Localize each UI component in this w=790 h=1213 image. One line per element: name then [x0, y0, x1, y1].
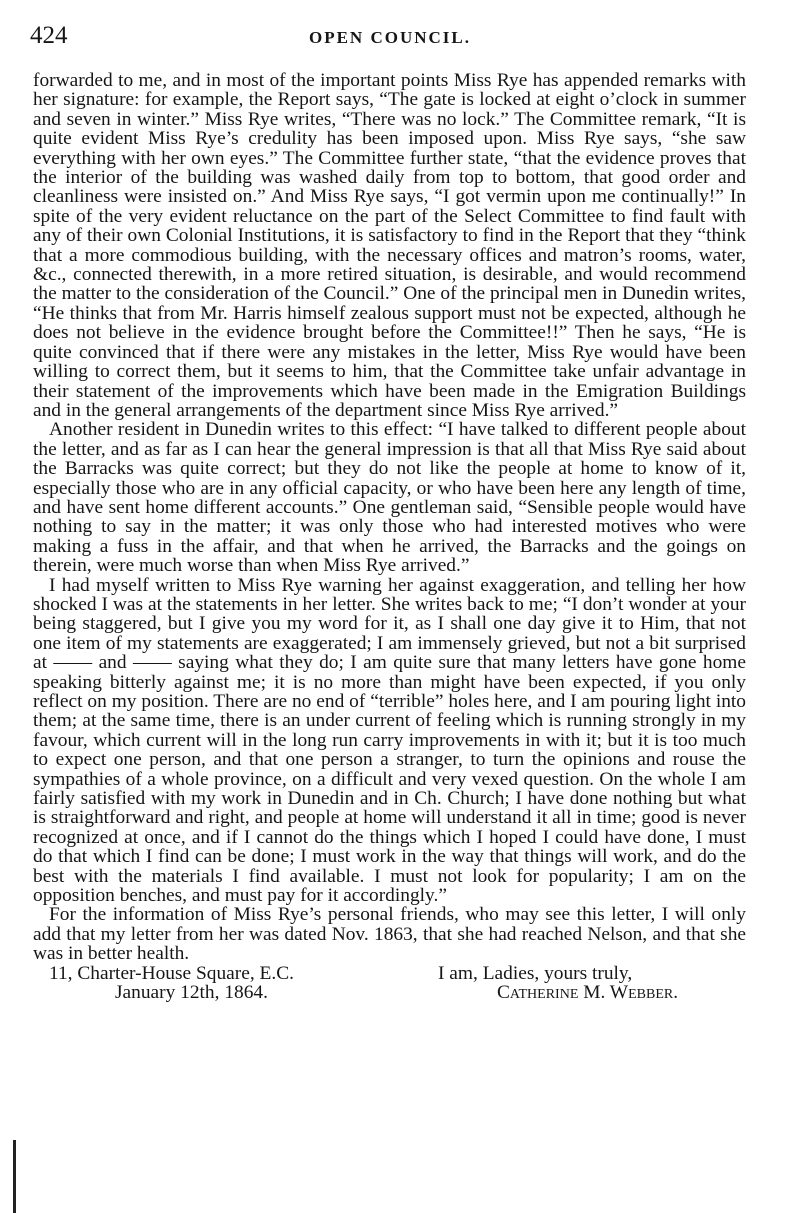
paragraph-4: For the information of Miss Rye’s personal friends, who may see this letter, I will only add that my letter from her was dated Nov. 1863, that she had reached Nelson, and that she was in better health.: [33, 904, 746, 965]
closing-phrase: I am, Ladies, yours truly,: [438, 962, 633, 984]
sender-address: 11, Charter-House Square, E.C.: [49, 962, 294, 984]
paragraph-3: I had myself written to Miss Rye warning her against exaggeration, and telling her how shocked I was at the statements in her letter. She writes back to me; “I don’t wonder at your being staggered, but I give you my word for it, as I shall one day give it to Him, that not one item of my statements are exaggerated; I am immensely grieved, but not a bit surprised at —— and —— saying what they do; I am quite sure that many letters have gone home speaking bitterly against me; it is no more than might have been expected, if you only reflect on my position. There are no end of “terrible” holes here, and I am pouring light into them; at the same time, there is an under current of feeling which is running strongly in my favour, which current will in the long run carry improvements in with it; but it is too much to expect one person, and that one person a stranger, to turn the opinions and rouse the sympathies of a whole province, on a difficult and very vexed question. On the whole I am fairly satisfied with my work in Dunedin and in Ch. Church; I have done nothing but what is straightforward and right, and people at home will understand it all in time; good is never recognized at once, and if I cannot do the things which I hoped I could have done, I must do that which I find can be done; I must work in the way that things will work, and do the best with the materials I find available. I must not look for popularity; I am on the opposition benches, and must pay for it accordingly.”: [33, 574, 746, 907]
article-body: [33, 71, 746, 1002]
letter-date: January 12th, 1864.: [115, 982, 268, 1004]
paragraph-2: Another resident in Dunedin writes to this effect: “I have talked to different people about the letter, and as far as I can hear the general impression is that all that Miss Rye said about the Barracks was quite correct; but they do not like the people at home to know of it, especially those who are in any official capacity, or who have been here any length of time, and have sent home different accounts.” One gentleman said, “Sensible people would have nothing to say in the matter; it was only those who had interested motives who were making a fuss in the affair, and that when he arrived, the Barracks and the goings on therein, were much worse than when Miss Rye arrived.”: [33, 419, 746, 577]
signature-line-1: [33, 964, 746, 983]
margin-rule: [13, 1140, 16, 1213]
running-head: OPEN COUNCIL.: [308, 28, 471, 47]
author-name: Catherine M. Webber.: [497, 982, 679, 1004]
page-header: [30, 22, 750, 56]
page-number: 424: [30, 22, 68, 49]
paragraph-1: forwarded to me, and in most of the important points Miss Rye has appended remarks with her signature: for example, the Report says, “The gate is locked at eight o’clock in summer and seven in winter.” Miss Rye writes, “There was no lock.” The Committee remark, “It is quite evident Miss Rye’s credulity has been imposed upon. Miss Rye says, “she saw everything with her own eyes.” The Committee further state, “that the evidence proves that the interior of the building was washed daily from top to bottom, that good order and cleanliness were insisted on.” And Miss Rye says, “I got vermin upon me continually!” In spite of the very evident reluctance on the part of the Select Committee to find fault with any of their own Colonial Institutions, it is satisfactory to find in the Report that they “think that a more commodious building, with the necessary offices and matron’s rooms, water, &c., connected therewith, in a more retired situation, is desirable, and would recommend the matter to the consideration of the Council.” One of the principal men in Dunedin writes, “He thinks that from Mr. Harris himself zealous support must not be expected, although he does not believe in the evidence brought before the Committee!!” Then he says, “He is quite convinced that if there were any mistakes in the letter, Miss Rye would have been willing to correct them, but it seems to him, that the Committee take unfair advantage in their statement of the improvements which have been made in the Emigration Buildings and in the general arrangements of the department since Miss Rye arrived.”: [33, 70, 746, 421]
signature-line-2: [33, 983, 746, 1002]
